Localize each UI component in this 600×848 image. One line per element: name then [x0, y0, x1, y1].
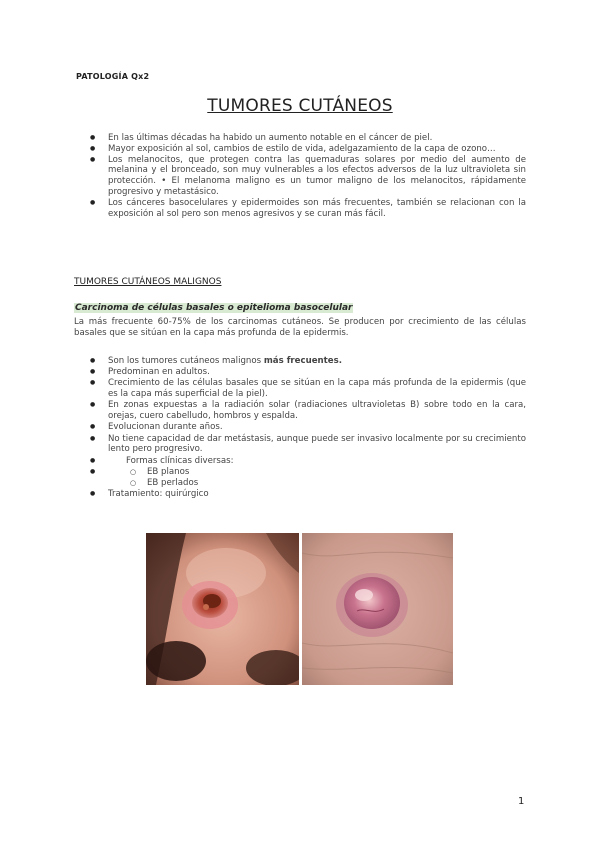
page-number: 1	[518, 796, 525, 807]
list-item	[74, 356, 526, 367]
page-title: TUMORES CUTÁNEOS	[207, 96, 393, 116]
list-item: ● Los melanocitos, que protegen contra las quemaduras solares por medio del aumento de melanina y el bronceado, son muy vulnerables a los efectos adversos de la luz ultravioleta sin protección. • El melanoma maligno es un tumor maligno de los melanocitos, rápidamente progresivo y metastásico.	[74, 155, 526, 198]
list-item: ● Mayor exposición al sol, cambios de estilo de vida, adelgazamiento de la capa de ozono…	[74, 144, 526, 155]
list-item-formas	[74, 456, 526, 467]
sublist-container	[74, 467, 526, 489]
list-item: ● En las últimas décadas ha habido un aumento notable en el cáncer de piel.	[74, 133, 526, 144]
list-item: ● Crecimiento de las células basales que se sitúan en la capa más profunda de la epidermis (que es la capa más superficial de la piel).	[74, 378, 526, 400]
list-item: ● No tiene capacidad de dar metástasis, aunque puede ser invasivo localmente por su crecimiento lento pero progresivo.	[74, 434, 526, 456]
formas-sublist	[74, 467, 526, 489]
list-item: ● En zonas expuestas a la radiación solar (radiaciones ultravioletas B) sobre todo en la cara, orejas, cuero cabelludo, hombros y espalda.	[74, 400, 526, 422]
subsection-intro: La más frecuente 60-75% de los carcinomas cutáneos. Se producen por crecimiento de las células basales que se sitúan en la capa más profunda de la epidermis.	[74, 317, 526, 338]
course-label: PATOLOGÍA Qx2	[76, 72, 150, 81]
formas-label: Formas clínicas diversas:	[126, 455, 234, 466]
intro-bullet-list	[74, 133, 526, 219]
list-item: ● Los cánceres basocelulares y epidermoides son más frecuentes, también se relacionan con la exposición al sol pero son menos agresivos y se curan más fácil.	[74, 198, 526, 220]
bcc-bullet-list	[74, 356, 526, 501]
list-item: ● Tratamiento: quirúrgico	[74, 489, 526, 500]
sublist-item: ○ ● EB planos	[74, 467, 526, 478]
list-item: ● Evolucionan durante años.	[74, 422, 526, 433]
section-heading: TUMORES CUTÁNEOS MALIGNOS	[74, 277, 222, 287]
sublist-item: ○ EB perlados	[74, 478, 526, 489]
clinical-photo-nose-lesion	[146, 533, 299, 685]
list-item-text: Son los tumores cutáneos malignos	[108, 356, 264, 366]
clinical-photo-pearly-nodule	[302, 533, 453, 685]
list-item: ● Predominan en adultos.	[74, 367, 526, 378]
list-item-emphasis: más frecuentes.	[263, 356, 342, 366]
subsection-heading: Carcinoma de células basales o epitelioma basocelular	[75, 303, 353, 313]
